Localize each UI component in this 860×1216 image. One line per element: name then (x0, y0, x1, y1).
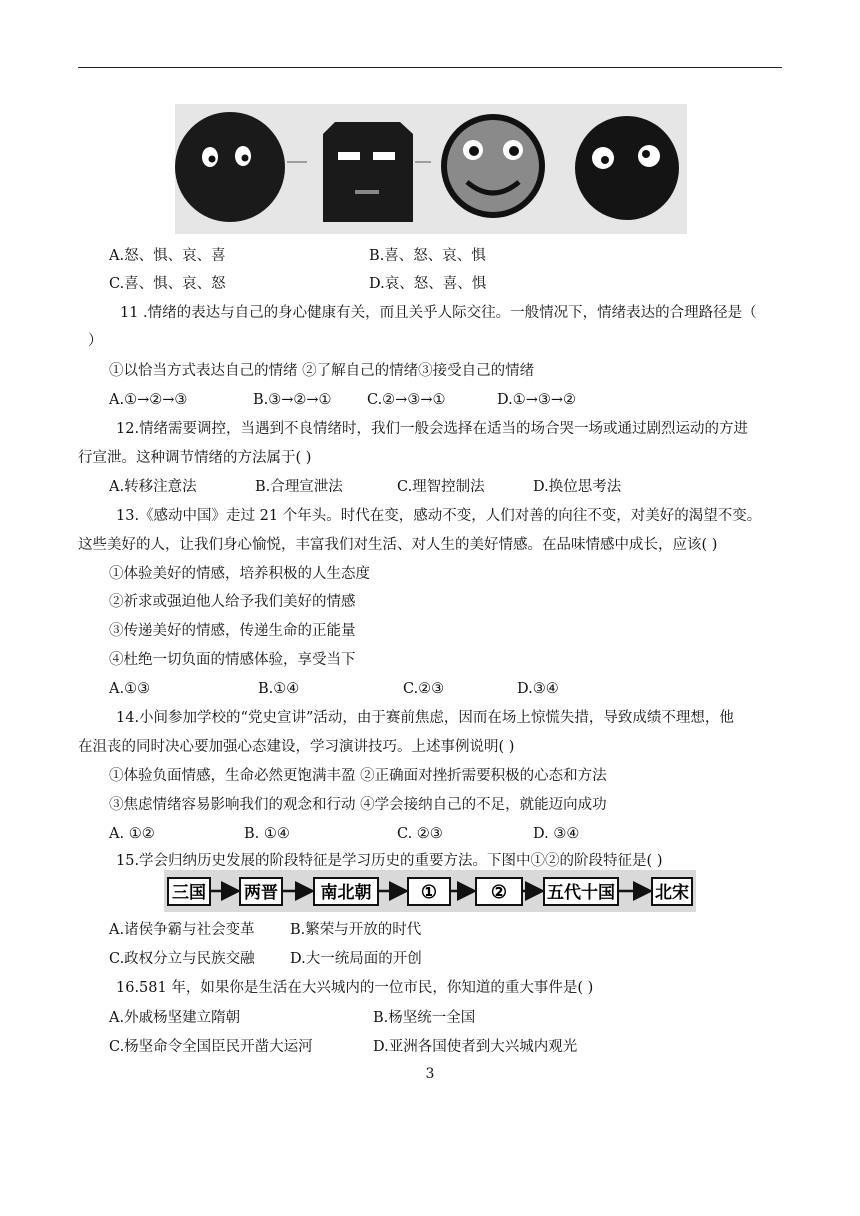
q12-stem-cont: 行宣泄。这种调节情绪的方法属于( ) (78, 450, 312, 466)
q13-option-d: D.③④ (517, 681, 559, 697)
dynasty-sequence-figure (164, 870, 696, 912)
q10-option-b: B.喜、怒、哀、惧 (369, 248, 486, 264)
q14-option-b: B. ①④ (244, 826, 290, 842)
dynasty-box-0 (168, 878, 210, 905)
q11-option-c: C.②→③→① (367, 392, 446, 408)
dynasty-box-5 (544, 878, 618, 905)
q13-option-a: A.①③ (109, 681, 151, 697)
svg-text:五代十国: 五代十国 (547, 883, 615, 902)
q16-stem: 16.581 年，如果你是生活在大兴城内的一位市民，你知道的重大事件是( ) (116, 980, 594, 996)
q11-stem-cont: ） (88, 333, 103, 349)
dynasty-box-4 (476, 878, 522, 905)
q14-items-2: ③焦虑情绪容易影响我们的观念和行动 ④学会接纳自己的不足，就能迈向成功 (109, 797, 607, 813)
q13-stem-cont: 这些美好的人，让我们身心愉悦，丰富我们对生活、对人生的美好情感。在品味情感中成长，应该( ) (78, 537, 718, 553)
q12-option-a: A.转移注意法 (109, 479, 197, 495)
q14-option-a: A. ①② (109, 826, 155, 842)
q11-stem: 11 .情绪的表达与自己的身心健康有关，而且关乎人际交往。一般情况下，情绪表达的合理路径是（ (120, 305, 757, 321)
happy-face-icon (441, 114, 545, 218)
q14-stem: 14.小间参加学校的“党史宣讲”活动，由于赛前焦虑，因而在场上惊慌失措，导致成绩不理想，他 (116, 710, 734, 726)
q15-option-b: B.繁荣与开放的时代 (290, 922, 422, 938)
dynasty-box-2 (314, 878, 378, 905)
svg-text:三国: 三国 (172, 883, 206, 902)
header-rule (78, 67, 782, 68)
q16-option-b: B.杨坚统一全国 (373, 1010, 476, 1026)
dynasty-box-1 (240, 878, 282, 905)
svg-text:北宋: 北宋 (655, 883, 689, 902)
q12-option-b: B.合理宣泄法 (255, 479, 343, 495)
q11-option-d: D.①→③→② (497, 392, 577, 408)
svg-text:②: ② (490, 882, 508, 902)
q14-stem-cont: 在沮丧的同时决心要加强心态建设，学习演讲技巧。上述事例说明( ) (78, 739, 515, 755)
q14-option-c: C. ②③ (397, 826, 443, 842)
svg-text:①: ① (420, 882, 438, 902)
page-number: 3 (425, 1066, 435, 1082)
dynasty-box-3 (408, 878, 450, 905)
q13-item-2: ②祈求或强迫他人给予我们美好的情感 (109, 594, 356, 610)
q15-option-a: A.诸侯争霸与社会变革 (109, 922, 255, 938)
q16-option-c: C.杨坚命令全国臣民开凿大运河 (109, 1039, 313, 1055)
q10-option-a: A.怒、惧、哀、喜 (109, 248, 226, 264)
q11-items: ①以恰当方式表达自己的情绪 ②了解自己的情绪③接受自己的情绪 (109, 363, 535, 379)
q13-option-c: C.②③ (403, 681, 445, 697)
q15-option-d: D.大一统局面的开创 (290, 951, 422, 967)
q10-option-d: D.哀、怒、喜、惧 (369, 276, 487, 292)
q13-option-b: B.①④ (258, 681, 300, 697)
q13-item-3: ③传递美好的情感，传递生命的正能量 (109, 623, 356, 639)
q14-items-1: ①体验负面情感，生命必然更饱满丰盈 ②正确面对挫折需要积极的心态和方法 (109, 768, 607, 784)
angry-face-icon (323, 122, 413, 222)
q11-option-b: B.③→②→① (253, 392, 332, 408)
fear-face-icon (175, 112, 285, 222)
q16-option-a: A.外戚杨坚建立隋朝 (109, 1010, 241, 1026)
q13-stem: 13.《感动中国》走过 21 个年头。时代在变，感动不变，人们对善的向往不变，对美好的渴望不变。 (116, 508, 762, 524)
q10-option-c: C.喜、惧、哀、怒 (109, 276, 226, 292)
svg-text:南北朝: 南北朝 (320, 883, 372, 902)
q12-option-d: D.换位思考法 (533, 479, 622, 495)
svg-text:两晋: 两晋 (244, 883, 278, 902)
q12-stem: 12.情绪需要调控，当遇到不良情绪时，我们一般会选择在适当的场合哭一场或通过剧烈运动的方进 (116, 421, 749, 437)
q13-item-4: ④杜绝一切负面的情感体验，享受当下 (109, 652, 356, 668)
emotion-faces-figure (175, 104, 687, 234)
q14-option-d: D. ③④ (533, 826, 580, 842)
q13-item-1: ①体验美好的情感，培养积极的人生态度 (109, 566, 370, 582)
q11-option-a: A.①→②→③ (109, 392, 188, 408)
q16-option-d: D.亚洲各国使者到大兴城内观光 (373, 1039, 578, 1055)
dynasty-box-6 (652, 878, 692, 905)
q12-option-c: C.理智控制法 (397, 479, 485, 495)
sad-face-icon (575, 116, 679, 220)
q15-stem: 15.学会归纳历史发展的阶段特征是学习历史的重要方法。下图中①②的阶段特征是( ) (116, 853, 663, 869)
q15-option-c: C.政权分立与民族交融 (109, 951, 255, 967)
